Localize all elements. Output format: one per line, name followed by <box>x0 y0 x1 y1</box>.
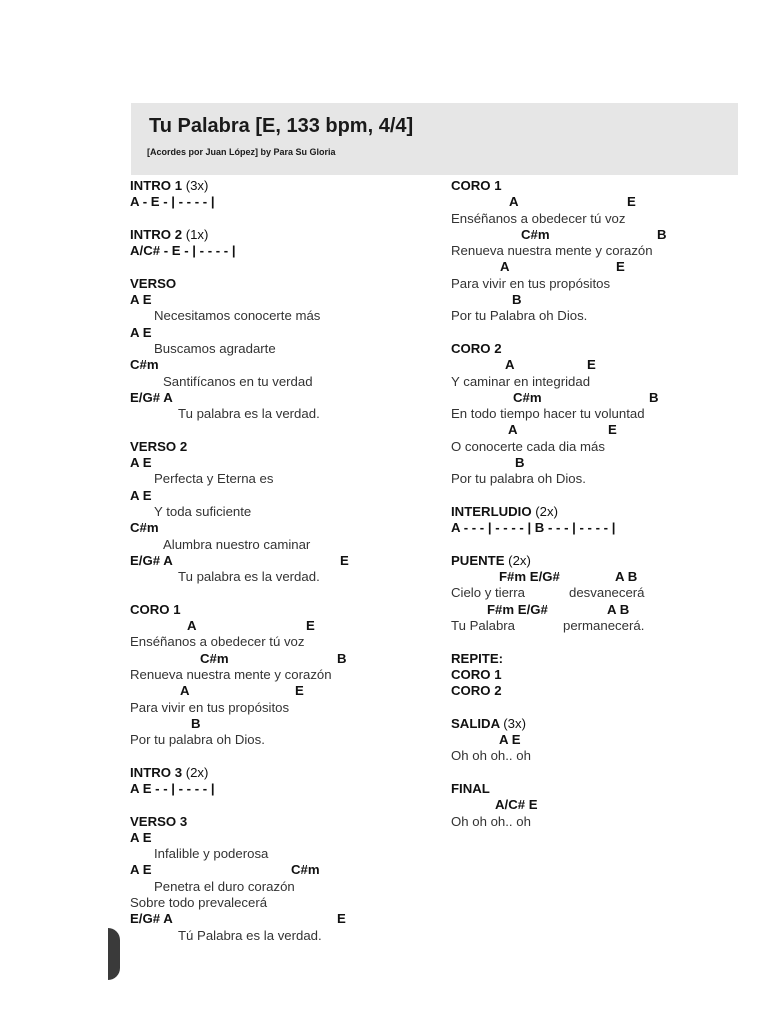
chord-line <box>451 732 741 748</box>
chord-line <box>130 651 430 667</box>
lyric-text: Por tu palabra oh Dios. <box>451 471 586 487</box>
chord-line <box>451 259 741 275</box>
lyric-line <box>130 928 430 944</box>
chord-line <box>130 292 430 308</box>
section-heading <box>130 178 430 194</box>
lyric-line <box>130 504 430 520</box>
section-name: INTRO 1 <box>130 178 183 193</box>
lyric-line <box>451 618 741 634</box>
section-repite <box>451 651 741 700</box>
section-name: CORO 2 <box>451 340 502 356</box>
chord-text: E <box>337 911 346 927</box>
chord-text: A <box>509 194 519 210</box>
section-verso-2 <box>130 439 430 586</box>
chord-text: C#m <box>200 650 229 666</box>
chord-text: B <box>657 226 667 242</box>
chord-line <box>130 194 430 210</box>
chord-text: C#m <box>521 226 550 242</box>
chord-line <box>130 520 430 536</box>
song-subtitle: [Acordes por Juan López] by Para Su Gloria <box>147 147 336 157</box>
lyric-text: Para vivir en tus propósitos <box>130 699 290 715</box>
section-verso <box>130 276 430 423</box>
section-name: CORO 1 <box>130 601 181 617</box>
chord-text: C#m <box>130 357 159 373</box>
section-name: VERSO 2 <box>130 438 188 454</box>
chord-text: A <box>180 683 190 699</box>
section-name: SALIDA <box>451 715 500 731</box>
chord-line <box>451 422 741 438</box>
lyric-text: Cielo y tierra <box>451 585 526 601</box>
lyric-text: Por tu palabra oh Dios. <box>130 732 265 748</box>
section-heading <box>130 439 430 455</box>
chord-text: C#m <box>513 389 542 405</box>
lyric-line <box>130 667 430 683</box>
lyric-line <box>130 374 430 390</box>
chord-line <box>451 667 741 683</box>
chord-line <box>130 911 430 927</box>
lyric-text: En todo tiempo hacer tu voluntad <box>451 406 645 422</box>
section-name: VERSO <box>130 275 177 291</box>
chord-line <box>130 716 430 732</box>
section-heading <box>451 781 741 797</box>
section-name: PUENTE <box>451 552 505 568</box>
chord-text: E/G# A <box>130 552 173 568</box>
chord-line <box>130 243 430 259</box>
section-heading <box>130 765 430 781</box>
chord-text: A/C# - E - | - - - - | <box>130 243 236 259</box>
section-intro-1 <box>130 178 430 211</box>
chord-line <box>451 520 741 536</box>
lyric-line <box>130 895 430 911</box>
page-edge-tab <box>108 928 120 980</box>
repeat-count: (3x) <box>185 178 209 193</box>
lyric-text: Santifícanos en tu verdad <box>163 373 313 389</box>
chord-line <box>130 618 430 634</box>
chord-text: A E <box>499 732 521 748</box>
chord-text: A B <box>615 569 638 585</box>
lyric-text: desvanecerá <box>569 585 645 601</box>
section-heading <box>451 651 741 667</box>
section-heading <box>130 814 430 830</box>
section-puente <box>451 553 741 634</box>
chord-line <box>130 390 430 406</box>
chord-text: F#m E/G# <box>499 569 560 585</box>
chord-line <box>130 781 430 797</box>
lyric-text: Tu Palabra <box>451 618 516 634</box>
lyric-line <box>451 471 741 487</box>
section-salida <box>451 716 741 765</box>
section-heading <box>451 504 741 520</box>
section-heading <box>130 602 430 618</box>
chord-text: E <box>306 618 315 634</box>
chord-text: E <box>627 194 636 210</box>
chord-line <box>451 797 741 813</box>
lyric-line <box>451 308 741 324</box>
chord-line <box>451 683 741 699</box>
chord-line <box>130 862 430 878</box>
lyric-line <box>130 341 430 357</box>
chord-text: B <box>512 292 522 308</box>
chord-text: A E <box>130 324 152 340</box>
lyric-text: Por tu Palabra oh Dios. <box>451 308 588 324</box>
lyric-line <box>130 537 430 553</box>
lyric-line <box>130 732 430 748</box>
chord-line <box>130 325 430 341</box>
chord-line <box>130 357 430 373</box>
chord-line <box>451 194 741 210</box>
chord-text: E <box>608 422 617 438</box>
chord-text: A E <box>130 455 152 471</box>
repeat-count: (1x) <box>185 226 209 242</box>
chord-line <box>130 488 430 504</box>
lyric-line <box>130 406 430 422</box>
chord-text: C#m <box>130 520 159 536</box>
section-name: INTERLUDIO <box>451 503 532 519</box>
section-intro-2 <box>130 227 430 260</box>
lyric-text: Tu palabra es la verdad. <box>178 569 320 585</box>
chord-text: A <box>505 357 515 373</box>
section-name: INTRO 2 <box>130 226 183 242</box>
lyric-line <box>130 846 430 862</box>
lyric-text: Enséñanos a obedecer tú voz <box>451 210 626 226</box>
lyric-line <box>130 569 430 585</box>
lyric-text: Renueva nuestra mente y corazón <box>451 243 653 259</box>
lyric-text: Penetra el duro corazón <box>154 878 295 894</box>
lyric-line <box>130 634 430 650</box>
lyric-line <box>130 700 430 716</box>
section-heading <box>451 341 741 357</box>
chord-line <box>130 683 430 699</box>
chord-text: CORO 2 <box>451 683 502 699</box>
section-verso-3 <box>130 814 430 944</box>
section-name: INTRO 3 <box>130 764 183 780</box>
lyric-line <box>130 471 430 487</box>
lyric-line <box>130 879 430 895</box>
chord-text: C#m <box>291 862 320 878</box>
lyric-text: Infalible y poderosa <box>154 846 269 862</box>
lyric-text: Tú Palabra es la verdad. <box>178 927 322 943</box>
chord-text: E <box>616 259 625 275</box>
chord-text: A E <box>130 862 152 878</box>
section-interludio <box>451 504 741 537</box>
lyric-line <box>451 814 741 830</box>
left-column <box>130 178 430 960</box>
repeat-count: (2x) <box>508 552 531 568</box>
lyric-text: Perfecta y Eterna es <box>154 471 274 487</box>
chord-text: B <box>649 389 659 405</box>
lyric-text: Y caminar en integridad <box>451 373 591 389</box>
lyric-line <box>451 439 741 455</box>
lyric-text: permanecerá. <box>563 618 645 634</box>
lyric-text: Enséñanos a obedecer tú voz <box>130 634 305 650</box>
chord-line <box>130 455 430 471</box>
lyric-line <box>451 211 741 227</box>
section-name: VERSO 3 <box>130 813 188 829</box>
chord-text: E/G# A <box>130 911 173 927</box>
lyric-line <box>451 406 741 422</box>
right-column <box>451 178 741 846</box>
lyric-text: Oh oh oh.. oh <box>451 813 531 829</box>
chord-text: A <box>187 618 197 634</box>
chord-text: A <box>508 422 518 438</box>
chord-text: E <box>295 683 304 699</box>
lyric-text: O conocerte cada dia más <box>451 438 605 454</box>
section-intro-3 <box>130 765 430 798</box>
lyric-text: Sobre todo prevalecerá <box>130 895 268 911</box>
section-name: REPITE: <box>451 650 504 666</box>
lyric-text: Oh oh oh.. oh <box>451 748 531 764</box>
chord-text: E <box>587 357 596 373</box>
chord-line <box>451 602 741 618</box>
chord-text: A B <box>607 601 630 617</box>
chord-text: A <box>500 259 510 275</box>
lyric-line <box>451 243 741 259</box>
section-name: CORO 1 <box>451 178 502 193</box>
chord-line <box>451 455 741 471</box>
song-header <box>131 103 738 175</box>
chord-text: A E - - | - - - - | <box>130 780 215 796</box>
section-final <box>451 781 741 830</box>
lyric-line <box>451 276 741 292</box>
section-heading <box>130 227 430 243</box>
chord-line <box>130 553 430 569</box>
lyric-text: Y toda suficiente <box>154 503 252 519</box>
lyric-text: Para vivir en tus propósitos <box>451 275 611 291</box>
repeat-count: (3x) <box>503 715 526 731</box>
repeat-count: (2x) <box>185 764 209 780</box>
section-coro-1 <box>451 178 741 325</box>
lyric-line <box>451 585 741 601</box>
section-heading <box>451 716 741 732</box>
chord-line <box>451 227 741 243</box>
section-name: FINAL <box>451 780 490 796</box>
lyric-line <box>451 374 741 390</box>
chord-text: CORO 1 <box>451 666 502 682</box>
chord-line <box>451 292 741 308</box>
lyric-line <box>451 748 741 764</box>
lyric-text: Renueva nuestra mente y corazón <box>130 666 332 682</box>
chord-line <box>451 390 741 406</box>
chord-text: E/G# A <box>130 389 173 405</box>
section-heading <box>451 553 741 569</box>
lyric-line <box>130 308 430 324</box>
section-coro-2 <box>451 341 741 488</box>
section-heading <box>130 276 430 292</box>
chord-text: F#m E/G# <box>487 601 548 617</box>
chord-line <box>451 357 741 373</box>
chord-text: B <box>191 715 201 731</box>
lyric-text: Buscamos agradarte <box>154 340 276 356</box>
section-heading <box>451 178 741 194</box>
chord-text: A - E - | - - - - | <box>130 194 215 210</box>
chord-line <box>130 830 430 846</box>
chord-text: A - - - | - - - - | B - - - | - - - - | <box>451 520 616 536</box>
chord-line <box>451 569 741 585</box>
chord-text: A E <box>130 829 152 845</box>
repeat-count: (2x) <box>535 503 558 519</box>
chord-text: A E <box>130 292 152 308</box>
chord-text: A E <box>130 487 152 503</box>
section-coro-1 <box>130 602 430 749</box>
lyric-text: Tu palabra es la verdad. <box>178 406 320 422</box>
song-title: Tu Palabra [E, 133 bpm, 4/4] <box>149 115 414 137</box>
chord-text: B <box>515 455 525 471</box>
lyric-text: Necesitamos conocerte más <box>154 308 321 324</box>
chord-text: A/C# E <box>495 797 538 813</box>
chord-text: E <box>340 552 349 568</box>
lyric-text: Alumbra nuestro caminar <box>163 536 311 552</box>
chord-text: B <box>337 650 347 666</box>
